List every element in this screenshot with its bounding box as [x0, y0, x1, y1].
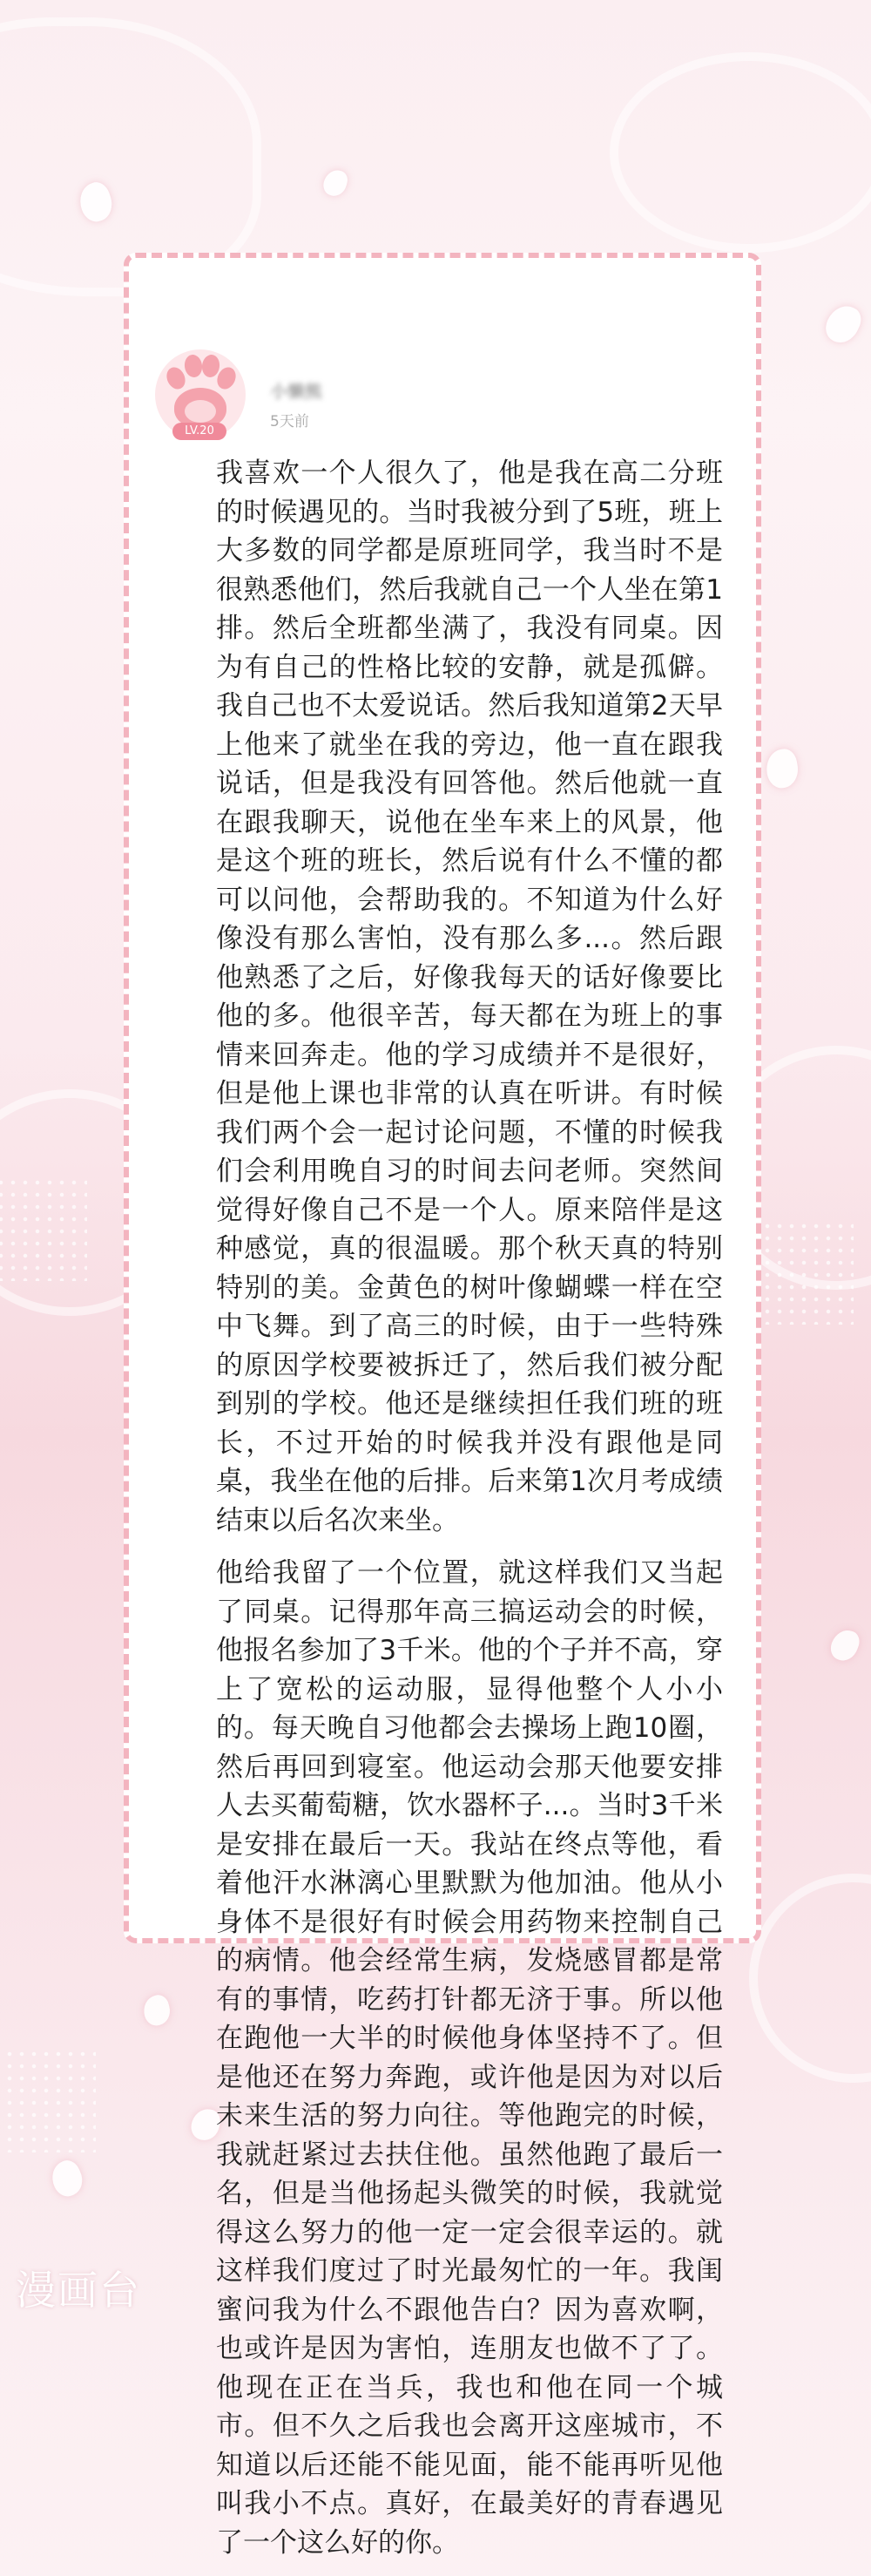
- post-card: [124, 253, 761, 2559]
- background-ring-decoration: [749, 1874, 871, 2083]
- watermark-logo: 漫画台: [16, 2267, 141, 2314]
- petal-decoration: [763, 747, 800, 790]
- avatar[interactable]: [155, 349, 246, 440]
- author-name[interactable]: 小懒熊: [270, 381, 322, 402]
- paw-pad-icon: [185, 400, 216, 423]
- petal-decoration: [820, 300, 865, 348]
- post-paragraph: 他给我留了一个位置，就这样我们又当起了同桌。记得那年高三搞运动会的时候，他报名参加了3千米。他的个子并不高，穿上了宽松的运动服，显得他整个人小小的。每天晚自习他都会去操场上跑10圈，然后再回到寝室。他运动会那天他要安排人去买葡萄糖，饮水器杯子...。当时3千米是安排在最后一天。我站在终点等他，看着他汗水淋漓心里默默为他加油。他从小身体不是很好有时候会用药物来控制自己的病情。他会经常生病，发烧感冒都是常有的事情，吃药打针都无济于事。所以他在跑他一大半的时候他身体坚持不了。但是他还在努力奔跑，或许他是因为对以后未来生活的努力向往。等他跑完的时候，我就赶紧过去扶住他。虽然他跑了最后一名，但是当他扬起头微笑的时候，我就觉得这么努力的他一定一定会很幸运的。就这样我们度过了时光最匆忙的一年。我闺蜜问我为什么不跟他告白？因为喜欢啊，也或许是因为害怕，连朋友也做不了了。他现在正在当兵，我也和他在同一个城市。但不久之后我也会离开这座城市，不知道以后还能不能见面，能不能再听见他叫我小不点。真好，在最美好的青春遇见了一个这么好的你。: [216, 1557, 723, 2559]
- post-time: 5天前: [270, 413, 309, 430]
- petal-decoration: [140, 1993, 173, 2029]
- post-body: [216, 454, 723, 2576]
- level-badge: LV.20: [172, 423, 226, 440]
- background-ring-decoration: [610, 52, 871, 253]
- post-header: [155, 349, 730, 445]
- petal-decoration: [321, 167, 350, 199]
- dot-pattern-decoration: [0, 2048, 96, 2152]
- dot-pattern-decoration: [0, 1176, 87, 1281]
- petal-decoration: [46, 2157, 88, 2201]
- petal-decoration: [827, 1626, 863, 1664]
- post-paragraph: 我喜欢一个人很久了，他是我在高二分班的时候遇见的。当时我被分到了5班，班上大多数的同学都是原班同学，我当时不是很熟悉他们，然后我就自己一个人坐在第1排。然后全班都坐满了，我没有同桌。因为有自己的性格比较的安静，就是孤僻。我自己也不太爱说话。然后我知道第2天早上他来了就坐在我的旁边，他一直在跟我说话，但是我没有回答他。然后他就一直在跟我聊天，说他在坐车来上的风景，他是这个班的班长，然后说有什么不懂的都可以问他，会帮助我的。不知道为什么好像没有那么害怕，没有那么多...。然后跟他熟悉了之后，好像我每天的话好像要比他的多。他很辛苦，每天都在为班上的事情来回奔走。他的学习成绩并不是很好，但是他上课也非常的认真在听讲。有时候我们两个会一起讨论问题，不懂的时候我们会利用晚自习的时间去问老师。突然间觉得好像自己不是一个人。原来陪伴是这种感觉，真的很温暖。那个秋天真的特别特别的美。金黄色的树叶像蝴蝶一样在空中飞舞。到了高三的时候，由于一些特殊的原因学校要被拆迁了，然后我们被分配到别的学校。他还是继续担任我们班的班长，不过开始的时候我并没有跟他是同桌，我坐在他的后排。后来第1次月考成绩结束以后名次来坐。: [216, 458, 723, 1536]
- dot-pattern-decoration: [749, 1220, 854, 1325]
- paw-toe-icon: [183, 354, 203, 379]
